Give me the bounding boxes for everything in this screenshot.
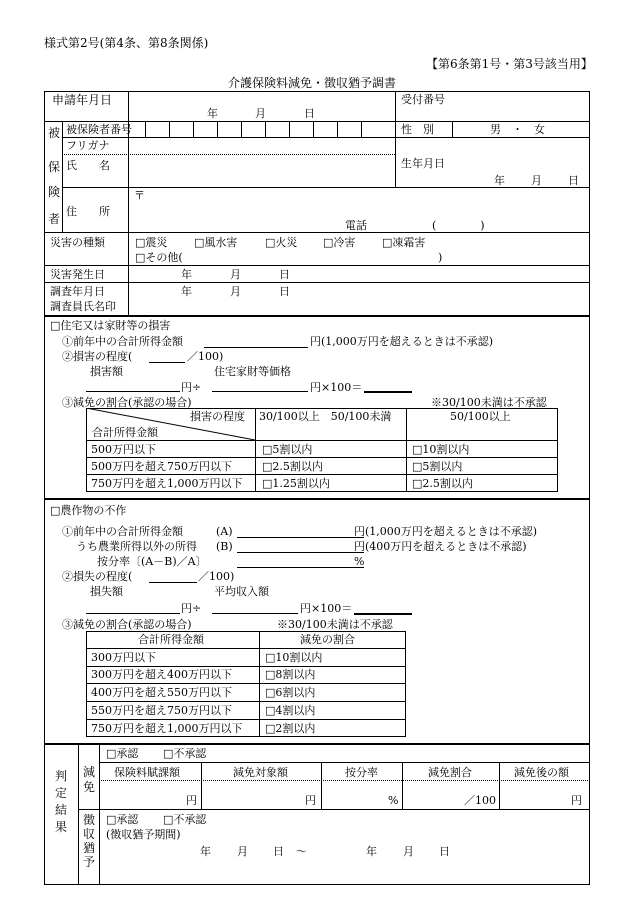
crop-option-5[interactable]: □2割以内: [265, 722, 316, 735]
crop-option-2[interactable]: □8割以内: [265, 668, 316, 681]
document-title: 介護保険料減免・徴収猶予調書: [228, 76, 397, 90]
name-label: 氏 名: [66, 159, 110, 172]
application-date-label: 申請年月日: [52, 93, 113, 107]
house-ratio-result[interactable]: [364, 391, 412, 393]
form-number: 様式第2号(第4条、第8条関係): [44, 36, 209, 50]
crop-average-income-field[interactable]: [212, 613, 298, 614]
crop-ratio-field[interactable]: [237, 567, 364, 568]
disaster-date-label: 災害発生日: [50, 268, 105, 281]
gender-label: 性 別: [401, 123, 434, 136]
disaster-type-label: 災害の種類: [50, 236, 105, 249]
house-value-field[interactable]: [212, 391, 308, 392]
crop-ratio-result[interactable]: [354, 613, 412, 615]
house-option-1-1[interactable]: □5割以内: [262, 443, 313, 456]
phone-label: 電話: [345, 219, 367, 232]
furigana-label: フリガナ: [66, 139, 110, 152]
reduction-approve-checkbox[interactable]: □承認: [106, 747, 139, 760]
house-option-2-1[interactable]: □2.5割以内: [262, 460, 323, 473]
reduction-ratio-field[interactable]: ／100: [464, 794, 496, 807]
disaster-type-fire[interactable]: □火災: [265, 236, 298, 249]
allocation-ratio-field[interactable]: %: [388, 794, 399, 807]
crop-option-4[interactable]: □4割以内: [265, 704, 316, 717]
receipt-number-label: 受付番号: [401, 93, 445, 106]
house-option-3-2[interactable]: □2.5割以内: [412, 477, 473, 490]
deferral-period-label: (徴収猶予期間): [106, 828, 181, 841]
house-damage-degree-field[interactable]: [149, 362, 185, 363]
surveyor-name-label: 調査員氏名印: [50, 300, 116, 313]
receipt-number-field[interactable]: [452, 93, 588, 119]
house-damage-title[interactable]: □住宅又は家財等の損害: [50, 319, 171, 332]
deferral-reject-checkbox[interactable]: □不承認: [163, 813, 207, 826]
disaster-type-other[interactable]: □その他(: [135, 251, 183, 264]
reduction-target-field[interactable]: 円: [305, 794, 316, 807]
crop-option-1[interactable]: □10割以内: [265, 651, 323, 664]
house-option-1-2[interactable]: □10割以内: [412, 443, 470, 456]
crop-total-income-field[interactable]: [237, 537, 364, 538]
disaster-type-storm-flood[interactable]: □風水害: [194, 236, 238, 249]
premium-amount-field[interactable]: 円: [186, 794, 197, 807]
crop-loss-degree-field[interactable]: [149, 582, 197, 583]
birth-date-label: 生年月日: [401, 157, 445, 170]
crop-failure-title[interactable]: □農作物の不作: [50, 504, 127, 517]
address-label: 住 所: [66, 205, 110, 218]
insured-number-label: 被保険者番号: [66, 123, 132, 136]
crop-loss-amount-field[interactable]: [86, 613, 180, 614]
postal-mark: 〒: [134, 189, 145, 202]
house-loss-amount-field[interactable]: [86, 391, 180, 392]
post-reduction-amount-field[interactable]: 円: [571, 794, 582, 807]
crop-option-3[interactable]: □6割以内: [265, 686, 316, 699]
disaster-type-earthquake[interactable]: □震災: [135, 236, 168, 249]
disaster-type-frost[interactable]: □凍霜害: [382, 236, 426, 249]
applicability-note: 【第6条第1号・第3号該当用】: [426, 57, 593, 71]
phone-field[interactable]: ( ): [432, 219, 485, 232]
deferral-approve-checkbox[interactable]: □承認: [106, 813, 139, 826]
house-income-field[interactable]: [204, 347, 308, 348]
disaster-type-cold[interactable]: □冷害: [323, 236, 356, 249]
survey-date-label: 調査年月日: [50, 285, 105, 298]
house-option-2-2[interactable]: □5割以内: [412, 460, 463, 473]
gender-options[interactable]: 男 ・ 女: [490, 123, 545, 136]
house-option-3-1[interactable]: □1.25割以内: [262, 477, 330, 490]
reduction-reject-checkbox[interactable]: □不承認: [163, 747, 207, 760]
crop-nonfarm-income-field[interactable]: [237, 552, 364, 553]
